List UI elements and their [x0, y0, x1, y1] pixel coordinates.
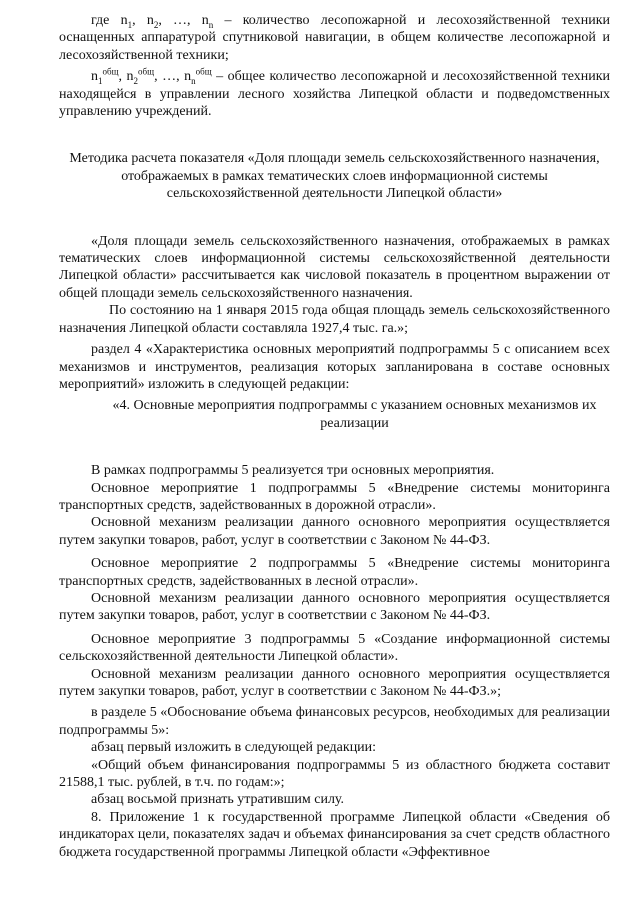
- paragraph-definition: «Доля площади земель сельскохозяйственного назначения, отображаемых в рамках тематических слоев информационной системы сельскохозяйственной деятельности Липецкой области» рассчитывается как числовой показатель в процентном выражении от общей площади земель сельскохозяйственного назначения.: [59, 233, 610, 301]
- formula-description-1: где $n_1$, $n_2$, …, $n_n$ – количество лесопожарной и лесохозяйственной техники оснащенных аппаратурой спутниковой навигации, в общем количестве лесопожарной и лесохозяйственной техники;: [59, 13, 610, 63]
- paragraph-measure-1: Основное мероприятие 1 подпрограммы 5 «Внедрение системы мониторинга транспортных средств, задействованных в дорожной отрасли».: [59, 480, 610, 513]
- formula-description-2: $n_1^{общ}$, $n_2^{общ}$, …, $n_n^{общ}$ – общее количество лесопожарной и лесохозяйственной техники находящейся в управлении лесного хозяйства Липецкой области и подведомственных управлению учреждений.: [59, 66, 611, 120]
- paragraph-state: По состоянию на 1 января 2015 года общая площадь земель сельскохозяйственного назначения Липецкой области составляла 1927,4 тыс. га.»;: [59, 303, 610, 336]
- section4-heading: «4. Основные мероприятия подпрограммы с указанием основных механизмов их реализации: [112, 398, 597, 431]
- paragraph-item-8: 8. Приложение 1 к государственной программе Липецкой области «Сведения об индикаторах цели, показателях задач и объемах финансирования за счет средств областного бюджета государственной программы Липецкой области «Эффективное: [59, 809, 610, 860]
- paragraph-measure-3: Основное мероприятие 3 подпрограммы 5 «Создание информационной системы сельскохозяйственной деятельности Липецкой области».: [59, 631, 610, 665]
- paragraph-mechanism-2: Основной механизм реализации данного основного мероприятия осуществляется путем закупки товаров, работ, услуг в соответствии с Законом № 44-ФЗ.: [59, 590, 610, 624]
- paragraph-measure-2: Основное мероприятие 2 подпрограммы 5 «Внедрение системы мониторинга транспортных средств, задействованных в лесной отрасли».: [59, 556, 610, 589]
- paragraph-section5: в разделе 5 «Обоснование объема финансовых ресурсов, необходимых для реализации подпрограммы 5»:: [59, 705, 610, 738]
- paragraph-total-financing: «Общий объем финансирования подпрограммы 5 из областного бюджета составит 21588,1 тыс. рублей, в т.ч. по годам:»;: [59, 757, 610, 791]
- paragraph-section4: раздел 4 «Характеристика основных мероприятий подпрограммы 5 с описанием всех механизмов и инструментов, реализация которых запланирована в составе основных мероприятий» изложить в следующей редакции:: [59, 342, 610, 392]
- paragraph-mechanism-1: Основной механизм реализации данного основного мероприятия осуществляется путем закупки товаров, работ, услуг в соответствии с Законом № 44-ФЗ.: [59, 515, 610, 548]
- paragraph-three-measures: В рамках подпрограммы 5 реализуется три основных мероприятия.: [91, 463, 495, 479]
- paragraph-mechanism-3: Основной механизм реализации данного основного мероприятия осуществляется путем закупки товаров, работ, услуг в соответствии с Законом № 44-ФЗ.»;: [59, 666, 610, 699]
- paragraph-abzac-8: абзац восьмой признать утратившим силу.: [91, 792, 345, 808]
- method-heading: Методика расчета показателя «Доля площади земель сельскохозяйственного назначения, отображаемых в рамках тематических слоев информационной системы сельскохозяйственной деятельности Липецкой области»: [69, 151, 600, 202]
- paragraph-abzac-1: абзац первый изложить в следующей редакции:: [91, 740, 377, 756]
